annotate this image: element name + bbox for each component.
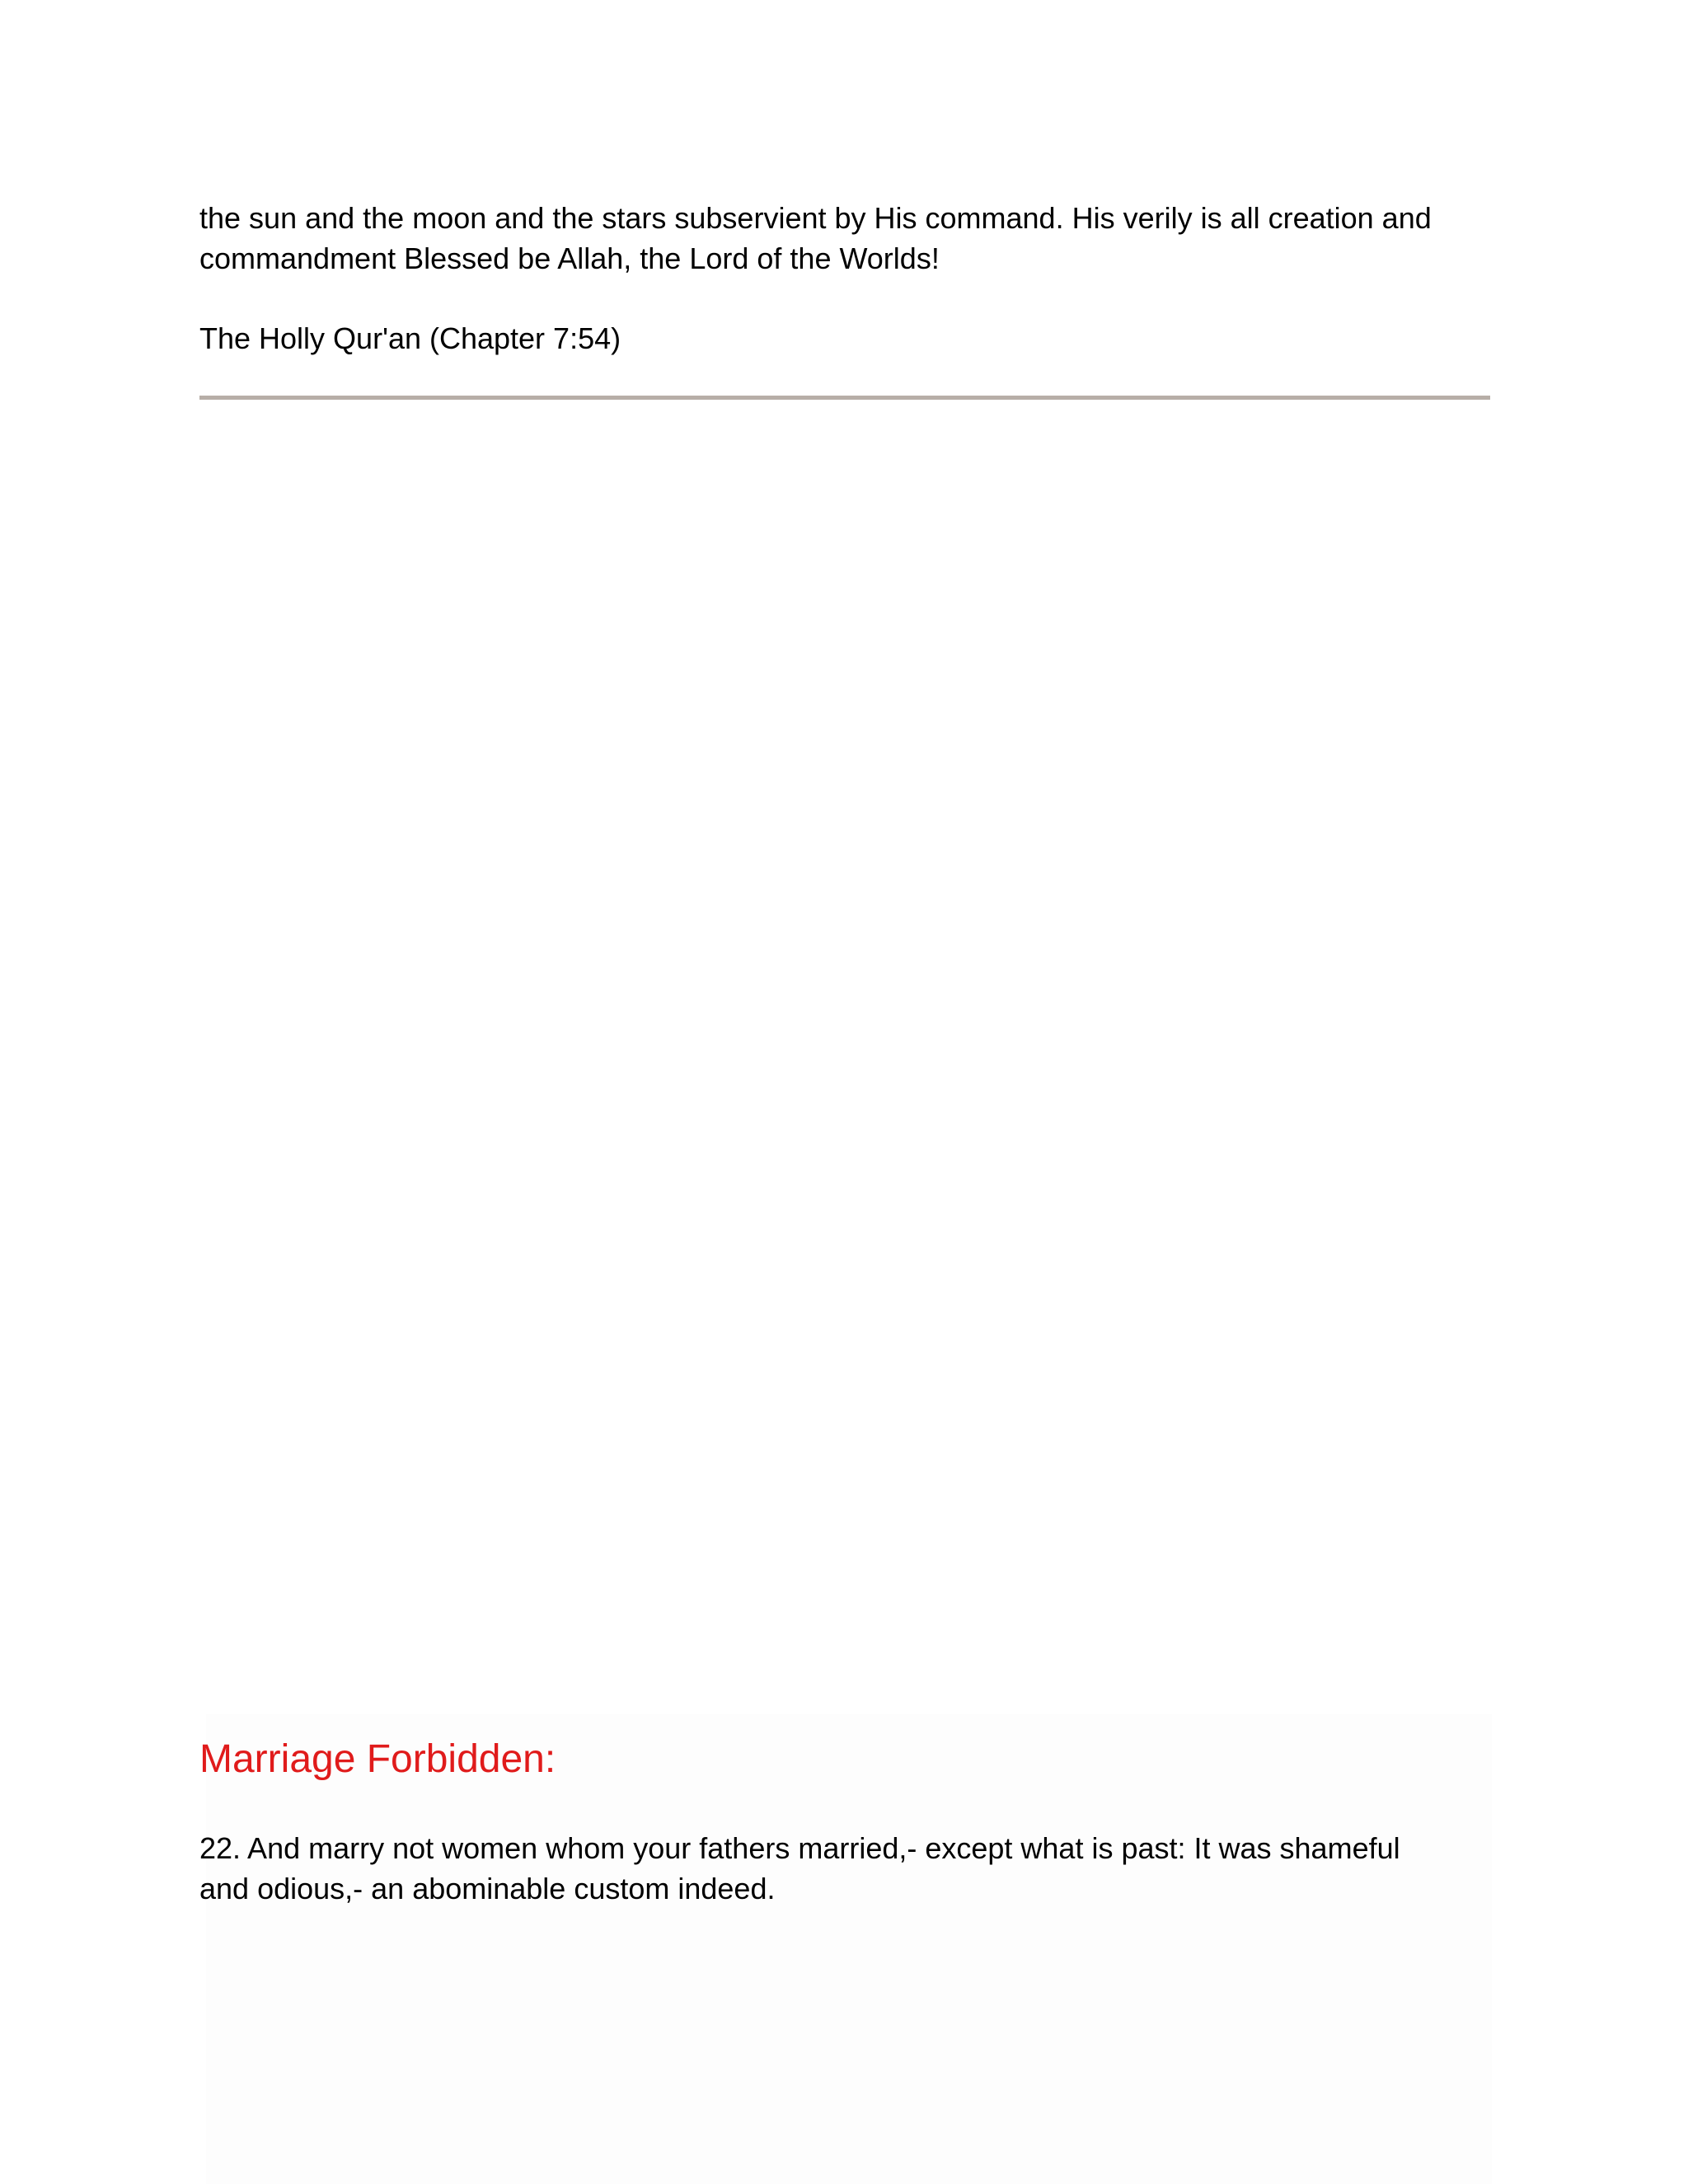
section-heading: Marriage Forbidden: [199, 1737, 556, 1781]
verse-citation: The Holly Qur'an (Chapter 7:54) [199, 321, 621, 355]
verse-paragraph [199, 198, 1502, 279]
verse-line: 22. And marry not women whom your fathers married,- except what is past: It was shameful [199, 1831, 1400, 1865]
verse-line: commandment Blessed be Allah, the Lord of the Worlds! [199, 241, 940, 275]
verse-22-paragraph [199, 1828, 1502, 1909]
verse-line: the sun and the moon and the stars subservient by His command. His verily is all creation and [199, 201, 1432, 235]
horizontal-divider [199, 396, 1490, 400]
verse-line: and odious,- an abominable custom indeed. [199, 1872, 776, 1905]
